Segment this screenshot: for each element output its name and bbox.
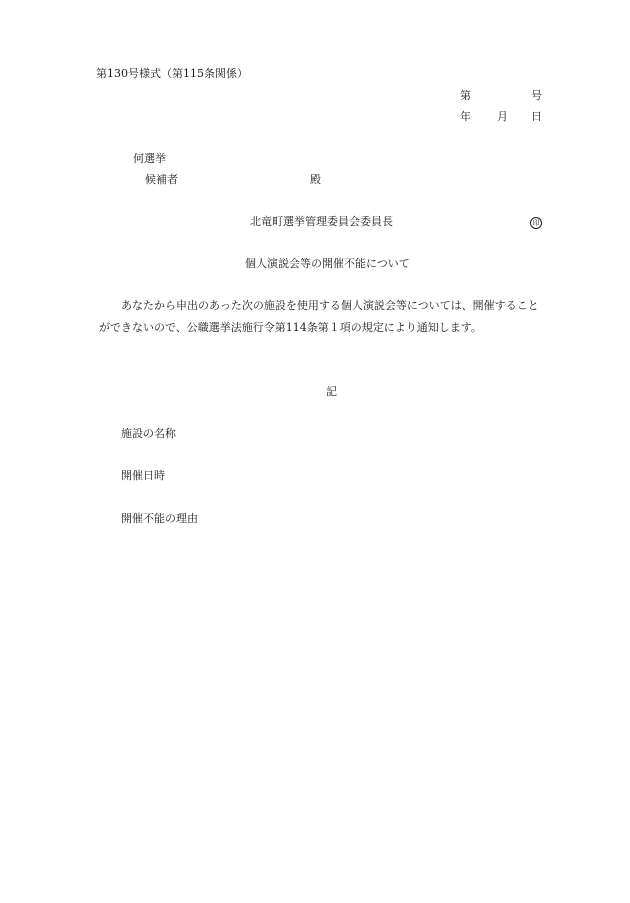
- date-year: 年: [460, 110, 471, 123]
- ki-heading: 記: [326, 385, 337, 398]
- sender-name: 北竜町選挙管理委員会委員長: [250, 215, 393, 228]
- item-date-time: 開催日時: [121, 469, 165, 482]
- item-reason: 開催不能の理由: [121, 512, 198, 525]
- election-name: 何選挙: [133, 152, 166, 165]
- candidate-label: 候補者: [145, 173, 178, 186]
- seal-mark: 印: [530, 217, 542, 229]
- doc-number-prefix: 第: [460, 89, 471, 102]
- doc-number-suffix: 号: [531, 89, 542, 102]
- document-title: 個人演説会等の開催不能について: [245, 257, 410, 270]
- form-number: 第130号様式（第115条関係）: [96, 67, 248, 80]
- date-month: 月: [497, 110, 508, 123]
- body-line-1: あなたから申出のあった次の施設を使用する個人演説会等については、開催すること: [121, 299, 539, 312]
- body-line-2: ができないので、公職選挙法施行令第114条第１項の規定により通知します。: [99, 321, 482, 334]
- item-facility-name: 施設の名称: [121, 427, 176, 440]
- honorific: 殿: [310, 173, 321, 186]
- date-day: 日: [531, 110, 542, 123]
